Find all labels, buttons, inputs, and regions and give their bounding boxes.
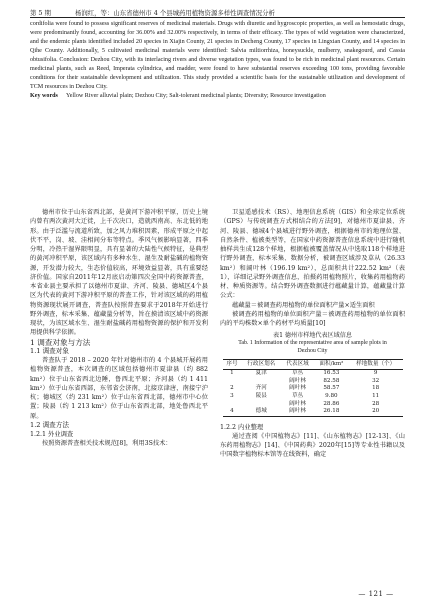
section-1-1-paragraph: 普查队于 2018 – 2020 年针对德州市的 4 个县城开展药用植物资源普查，本次调查的区域包括德州市夏津县（约 882 km²）位于山东省西北边陲，鲁西北平原；齐河县（约 1 411 km²）位于山东省西部，东邻省会济南，北接京津唐，南接宁沪杭；德城区（约 231 km²）位于山东省西北部，德州市中心位置；陵县（约 1 213 km²）位于山东省西北部，地处鲁西北平原。 [30, 357, 208, 420]
table-1 [220, 332, 405, 416]
english-abstract [30, 20, 405, 101]
table-cell: 18 [372, 385, 380, 392]
table-row [223, 369, 403, 377]
table-row [223, 385, 403, 393]
table-cell: 58.57 [323, 385, 340, 392]
table-row [223, 408, 403, 416]
table-row [223, 393, 403, 401]
column-header: 面积/km² [314, 359, 349, 369]
column-header: 代表区域 [281, 359, 314, 369]
formula-reserves: 蕴藏量＝被调查药用植物的单位面积产量×适生面积 [232, 301, 375, 309]
page-number: — 121 — [358, 590, 394, 598]
right-column [220, 208, 405, 460]
table-caption-cn: 表1 德州市样地代表区域信息 [273, 332, 352, 340]
column-header: 样地数量（个） [349, 359, 403, 369]
table-cell: 16.53 [323, 369, 340, 376]
table-header-row [223, 359, 403, 369]
table-row [223, 400, 403, 408]
table-cell: 3 [230, 393, 234, 399]
abstract-text: cordifolia were found to possess significant reserves of medicinal materials. Drugs with diuretic and hygroscopic properties, as well as hemostatic drugs, were predominantly found, accounting for 36.00% and 32.00% respectively, in terms of their efficacy. The types of wild vegetation were characterized, and the endemic plants identified included 20 species in Xiajin County, 21 species in Decheng County, 17 species in Lingxian County, and 14 species in Qihe County. Additionally, 5 cultivated medicinal materials were identified: Salvia miltiorrhiza, honeysuckle, mulberry, snakegourd, and Cassia obtusifolia. Conclusion: Dezhou City, with its interlacing rivers and diverse vegetation types, was found to be rich in medicinal plant resources. Certain medicinal plants, such as Reed, Imperata cylindrica, and madder, were found to have substantial reserves exceeding 100 tons, providing favorable conditions for their sustainable development and utilization. This study provided a scientific basis for the sustainable utilization and development of TCM resources in Dezhou City. [30, 21, 405, 91]
table-cell: 齐河 [255, 385, 267, 392]
table-row [223, 377, 403, 385]
table-cell: 28 [372, 400, 380, 407]
table-cell: 夏津 [255, 369, 267, 376]
running-header [30, 6, 405, 18]
table-cell [241, 377, 281, 385]
table-cell: 20 [349, 408, 403, 416]
running-title: 杨润红，等：山东省德州市 4 个县城药用植物资源多样性调查情况分析 [75, 9, 275, 17]
methods-paragraph: 卫星遥感技术（RS）、地理信息系统（GIS）和全球定位系统（GPS）与传统调查方式相结合的方法[9]，对德州市夏津县、齐河、陵县、德城4个县城进行野外调查，根据德州市的地理位置、自然条件、植被类型等，在国家中药资源普查信息系统中进行随机抽样共生成128个样地，根据植被覆盖情况从中选取118个样地进行野外调查，标本采集、数据分析，被调查区域涉及草从（26.33 km²）和阔叶林（196.19 km²），总面积共计222.52 km²（表1），详细记录野外调查信息，拍摄药用植物照片，收集药用植物药材、种质资源等。结合野外调查数据进行蕴藏量计算，蕴藏量计算公式： [220, 209, 405, 300]
table-cell: 阔叶林 [289, 385, 306, 392]
section-1-2-2-heading: 1.2.2 内业整理 [220, 423, 264, 431]
section-1-2-2-paragraph: 通过查阅《中国植物志》[11]、《山东植物志》[12-13]、《山东药用植物志》[14]、《中国药典》2020年[15]等专业性书籍以及中国数字植物标本馆等在线资料，确定 [220, 432, 405, 459]
formula-unit-yield: 被调查药用植物的单位面积产量＝被调查药用植物的单位面积内的平均株数×单个药材平均质量[10] [220, 310, 405, 327]
column-header: 序号 [223, 359, 242, 369]
table-cell: 阔叶林 [289, 400, 306, 407]
section-1-2-1-heading: 1.2.1 外业调查 [30, 431, 74, 438]
left-column [30, 208, 208, 449]
section-1-1-heading: 1.1 调查对象 [30, 346, 69, 355]
issue-label: 第 5 期 [30, 9, 51, 17]
table-cell: 9.80 [325, 393, 338, 399]
table-cell: 2 [230, 385, 234, 392]
table-cell: 阔叶林 [281, 408, 314, 416]
intro-paragraph: 德州市位于山东省西北部，是黄河下游冲积平原，历史上境内曾有两次黄河大迁徙，上千次决口，造就西南高、东北低的地形。由于泛滥与流道所致，加之风力堆积因素，形成平原之中起伏不平，岗、坡、洼相间分布等特点。季风气候影响显著，四季分明，冷热干湿界限明显，具有显著的大陆性气候特征，是典型的黄河冲积平原，该区域内有多种水生、湿生及耐盐碱的植物资源，开发潜力较大，生态价值较高，环境效益显著，具有重要经济价值。国家自2011年12月底启动第四次全国中药资源普查，本省业县主要承担了以德州市夏津、齐河、陵县、德城区4个县区为代表的黄河下游冲积平原的普查工作，针对该区域的药用植物资源现状展开调查，普查队按照普查要求于2018年开始进行野外调查，标本采集、蕴藏量分析等，旨在摸清该区域中药资源现状，为该区域水生、湿生耐盐碱药用植物资源的保护和开发利用提供科学依据。 [30, 209, 208, 337]
table-cell [223, 377, 242, 385]
section-1-2-1-paragraph: 按照资源普查相关技术规范[8]，利用3S技术： [42, 440, 172, 448]
table-cell: 草丛 [291, 369, 304, 376]
table-cell [241, 400, 281, 408]
table-cell: 草丛 [291, 393, 304, 399]
table-cell: 28.86 [323, 400, 340, 407]
table-cell: 9 [373, 369, 378, 376]
section-1-heading: 1 调查对象与方法 [30, 337, 91, 347]
table-cell: 德城 [241, 408, 281, 416]
keywords-line [30, 92, 405, 101]
section-1-2-heading: 1.2 调查方法 [30, 420, 69, 429]
table-cell: 4 [223, 408, 242, 416]
table-cell: 82.58 [323, 377, 340, 384]
table-cell: 陵县 [255, 393, 267, 399]
table-cell: 11 [372, 393, 380, 399]
sample-plot-table [223, 359, 403, 417]
table-cell [223, 400, 242, 408]
table-cell: 32 [372, 377, 380, 384]
table-caption-en: Tab. 1 Information of the representative area of sample plots in Dezhou City [238, 340, 387, 355]
keywords-text: Yellow River alluvial plain; Dezhou City; Salt-tolerant medicinal plants; Diversity; Resource investigation [65, 93, 326, 100]
column-header: 行政区划名 [241, 359, 281, 369]
table-cell: 1 [230, 369, 234, 376]
table-cell: 阔叶林 [289, 377, 306, 384]
table-cell: 26.18 [314, 408, 349, 416]
keywords-label: Key words [30, 93, 58, 100]
